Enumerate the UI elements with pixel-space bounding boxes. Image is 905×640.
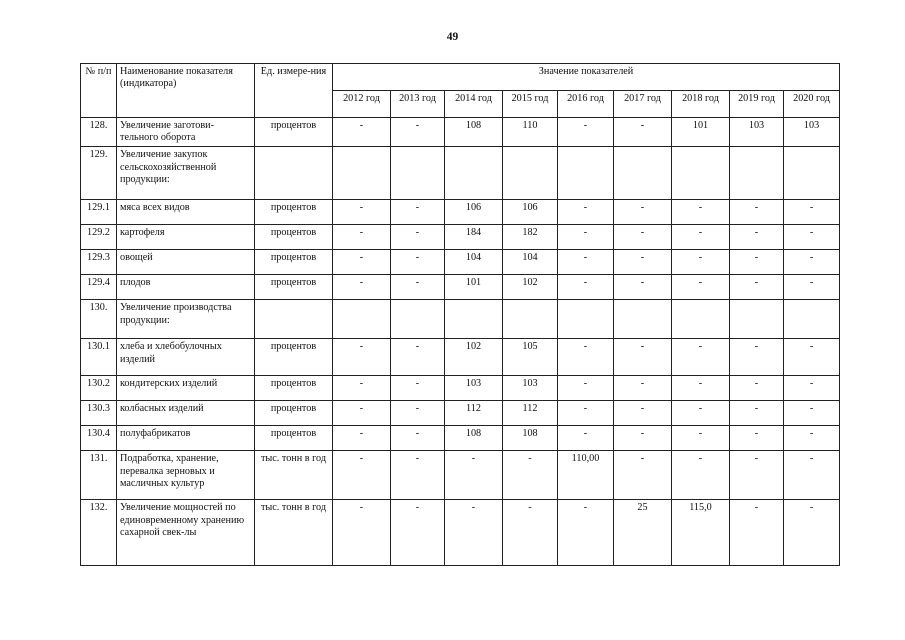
value-cell: - (614, 426, 672, 451)
row-number-cell: 129. (81, 147, 117, 200)
indicators-table (80, 63, 840, 566)
value-cell: - (333, 250, 391, 275)
table-row (81, 426, 840, 451)
value-cell: 101 (672, 118, 730, 147)
header-values: Значение показателей (333, 64, 840, 91)
value-cell: - (333, 339, 391, 376)
row-number-cell: 130.3 (81, 401, 117, 426)
value-cell (614, 147, 672, 200)
unit-cell: процентов (255, 376, 333, 401)
value-cell (614, 300, 672, 339)
unit-cell (255, 300, 333, 339)
indicator-name-cell: овощей (117, 250, 255, 275)
table-row (81, 275, 840, 300)
value-cell: - (672, 451, 730, 500)
value-cell: - (614, 376, 672, 401)
value-cell: - (333, 275, 391, 300)
value-cell: - (730, 339, 784, 376)
value-cell: - (558, 225, 614, 250)
value-cell: - (730, 225, 784, 250)
value-cell: - (784, 250, 840, 275)
value-cell: 182 (503, 225, 558, 250)
value-cell: - (730, 401, 784, 426)
value-cell (445, 300, 503, 339)
value-cell: - (558, 500, 614, 566)
value-cell: 112 (503, 401, 558, 426)
value-cell: - (558, 339, 614, 376)
value-cell: 104 (445, 250, 503, 275)
value-cell (558, 300, 614, 339)
table-row (81, 401, 840, 426)
value-cell: - (730, 275, 784, 300)
value-cell: - (503, 500, 558, 566)
value-cell (333, 300, 391, 339)
value-cell: - (730, 376, 784, 401)
value-cell: 25 (614, 500, 672, 566)
header-name: Наименование показателя (индикатора) (117, 64, 255, 118)
value-cell: - (784, 200, 840, 225)
unit-cell: процентов (255, 401, 333, 426)
row-number-cell: 132. (81, 500, 117, 566)
header-year: 2019 год (730, 91, 784, 118)
value-cell: - (391, 401, 445, 426)
value-cell (391, 147, 445, 200)
value-cell: - (784, 426, 840, 451)
unit-cell: процентов (255, 426, 333, 451)
value-cell (730, 147, 784, 200)
value-cell (391, 300, 445, 339)
value-cell (333, 147, 391, 200)
value-cell: - (558, 401, 614, 426)
value-cell (672, 147, 730, 200)
value-cell: - (614, 250, 672, 275)
value-cell (784, 300, 840, 339)
header-year: 2013 год (391, 91, 445, 118)
value-cell: - (333, 500, 391, 566)
indicator-name-cell: картофеля (117, 225, 255, 250)
value-cell: - (503, 451, 558, 500)
value-cell (730, 300, 784, 339)
unit-cell: процентов (255, 225, 333, 250)
table-row (81, 225, 840, 250)
row-number-cell: 130.1 (81, 339, 117, 376)
value-cell: 105 (503, 339, 558, 376)
value-cell: - (672, 401, 730, 426)
row-number-cell: 129.3 (81, 250, 117, 275)
indicator-name-cell: Подработка, хранение, перевалка зерновых и масличных культур (117, 451, 255, 500)
value-cell: 112 (445, 401, 503, 426)
value-cell: - (730, 500, 784, 566)
header-unit: Ед. измере-ния (255, 64, 333, 118)
row-number-cell: 129.1 (81, 200, 117, 225)
value-cell: - (333, 200, 391, 225)
header-year: 2016 год (558, 91, 614, 118)
table-row (81, 339, 840, 376)
value-cell: 103 (503, 376, 558, 401)
value-cell: - (333, 376, 391, 401)
header-year: 2014 год (445, 91, 503, 118)
value-cell: 106 (445, 200, 503, 225)
header-year: 2020 год (784, 91, 840, 118)
value-cell: - (614, 200, 672, 225)
row-number-cell: 129.2 (81, 225, 117, 250)
header-num: № п/п (81, 64, 117, 118)
indicator-name-cell: мяса всех видов (117, 200, 255, 225)
value-cell: - (614, 225, 672, 250)
value-cell: - (558, 376, 614, 401)
value-cell: - (672, 225, 730, 250)
value-cell: - (672, 250, 730, 275)
value-cell: 110 (503, 118, 558, 147)
value-cell (672, 300, 730, 339)
value-cell: - (333, 451, 391, 500)
row-number-cell: 129.4 (81, 275, 117, 300)
value-cell: - (784, 451, 840, 500)
value-cell: 108 (445, 118, 503, 147)
value-cell: - (784, 376, 840, 401)
value-cell: - (391, 500, 445, 566)
table-row (81, 300, 840, 339)
row-number-cell: 128. (81, 118, 117, 147)
value-cell: - (784, 225, 840, 250)
value-cell: - (672, 275, 730, 300)
indicator-name-cell: кондитерских изделий (117, 376, 255, 401)
unit-cell: процентов (255, 250, 333, 275)
value-cell: - (730, 426, 784, 451)
table-row (81, 500, 840, 566)
table-row (81, 376, 840, 401)
value-cell: - (558, 200, 614, 225)
unit-cell (255, 147, 333, 200)
value-cell: - (614, 275, 672, 300)
value-cell (784, 147, 840, 200)
table-row (81, 250, 840, 275)
table-row (81, 147, 840, 200)
value-cell (558, 147, 614, 200)
indicator-name-cell: плодов (117, 275, 255, 300)
table-row (81, 118, 840, 147)
indicator-name-cell: Увеличение мощностей по единовременному хранению сахарной свек-лы (117, 500, 255, 566)
value-cell: - (672, 200, 730, 225)
header-row-top (81, 64, 840, 91)
value-cell: - (558, 275, 614, 300)
value-cell: - (558, 118, 614, 147)
value-cell: - (391, 426, 445, 451)
value-cell: - (391, 376, 445, 401)
value-cell: - (784, 275, 840, 300)
value-cell: - (730, 250, 784, 275)
header-year: 2017 год (614, 91, 672, 118)
header-year: 2012 год (333, 91, 391, 118)
value-cell: - (391, 339, 445, 376)
value-cell: - (391, 250, 445, 275)
value-cell: - (391, 451, 445, 500)
unit-cell: процентов (255, 200, 333, 225)
indicator-name-cell: Увеличение производства продукции: (117, 300, 255, 339)
value-cell: 103 (730, 118, 784, 147)
unit-cell: процентов (255, 118, 333, 147)
value-cell: 110,00 (558, 451, 614, 500)
value-cell: - (333, 401, 391, 426)
value-cell: 108 (503, 426, 558, 451)
value-cell: - (614, 339, 672, 376)
value-cell: - (614, 401, 672, 426)
value-cell: - (784, 500, 840, 566)
value-cell: - (445, 500, 503, 566)
value-cell: - (672, 426, 730, 451)
value-cell: - (333, 426, 391, 451)
value-cell: 103 (445, 376, 503, 401)
indicator-name-cell: полуфабрикатов (117, 426, 255, 451)
indicator-name-cell: Увеличение заготови-тельного оборота (117, 118, 255, 147)
value-cell: - (784, 339, 840, 376)
page-number: 49 (446, 31, 459, 43)
value-cell: 108 (445, 426, 503, 451)
row-number-cell: 130.4 (81, 426, 117, 451)
value-cell: - (730, 200, 784, 225)
indicator-name-cell: колбасных изделий (117, 401, 255, 426)
value-cell: 102 (503, 275, 558, 300)
value-cell (445, 147, 503, 200)
table-row (81, 200, 840, 225)
unit-cell: тыс. тонн в год (255, 500, 333, 566)
value-cell: 104 (503, 250, 558, 275)
value-cell: 101 (445, 275, 503, 300)
header-year: 2018 год (672, 91, 730, 118)
value-cell: - (614, 451, 672, 500)
table-body (81, 118, 840, 566)
value-cell: - (672, 376, 730, 401)
value-cell: - (558, 250, 614, 275)
value-cell (503, 300, 558, 339)
unit-cell: процентов (255, 339, 333, 376)
value-cell: - (333, 118, 391, 147)
value-cell: 102 (445, 339, 503, 376)
value-cell: 106 (503, 200, 558, 225)
value-cell: 184 (445, 225, 503, 250)
header-year: 2015 год (503, 91, 558, 118)
value-cell: - (730, 451, 784, 500)
unit-cell: процентов (255, 275, 333, 300)
value-cell: - (391, 225, 445, 250)
value-cell: - (784, 401, 840, 426)
row-number-cell: 131. (81, 451, 117, 500)
row-number-cell: 130.2 (81, 376, 117, 401)
indicator-name-cell: хлеба и хлебобулочных изделий (117, 339, 255, 376)
value-cell: - (445, 451, 503, 500)
value-cell: 115,0 (672, 500, 730, 566)
table-row (81, 451, 840, 500)
value-cell: - (672, 339, 730, 376)
indicator-name-cell: Увеличение закупок сельскохозяйственной продукции: (117, 147, 255, 200)
value-cell: - (333, 225, 391, 250)
unit-cell: тыс. тонн в год (255, 451, 333, 500)
value-cell: - (391, 118, 445, 147)
value-cell: - (391, 200, 445, 225)
value-cell: - (558, 426, 614, 451)
value-cell: - (391, 275, 445, 300)
value-cell (503, 147, 558, 200)
row-number-cell: 130. (81, 300, 117, 339)
value-cell: - (614, 118, 672, 147)
value-cell: 103 (784, 118, 840, 147)
